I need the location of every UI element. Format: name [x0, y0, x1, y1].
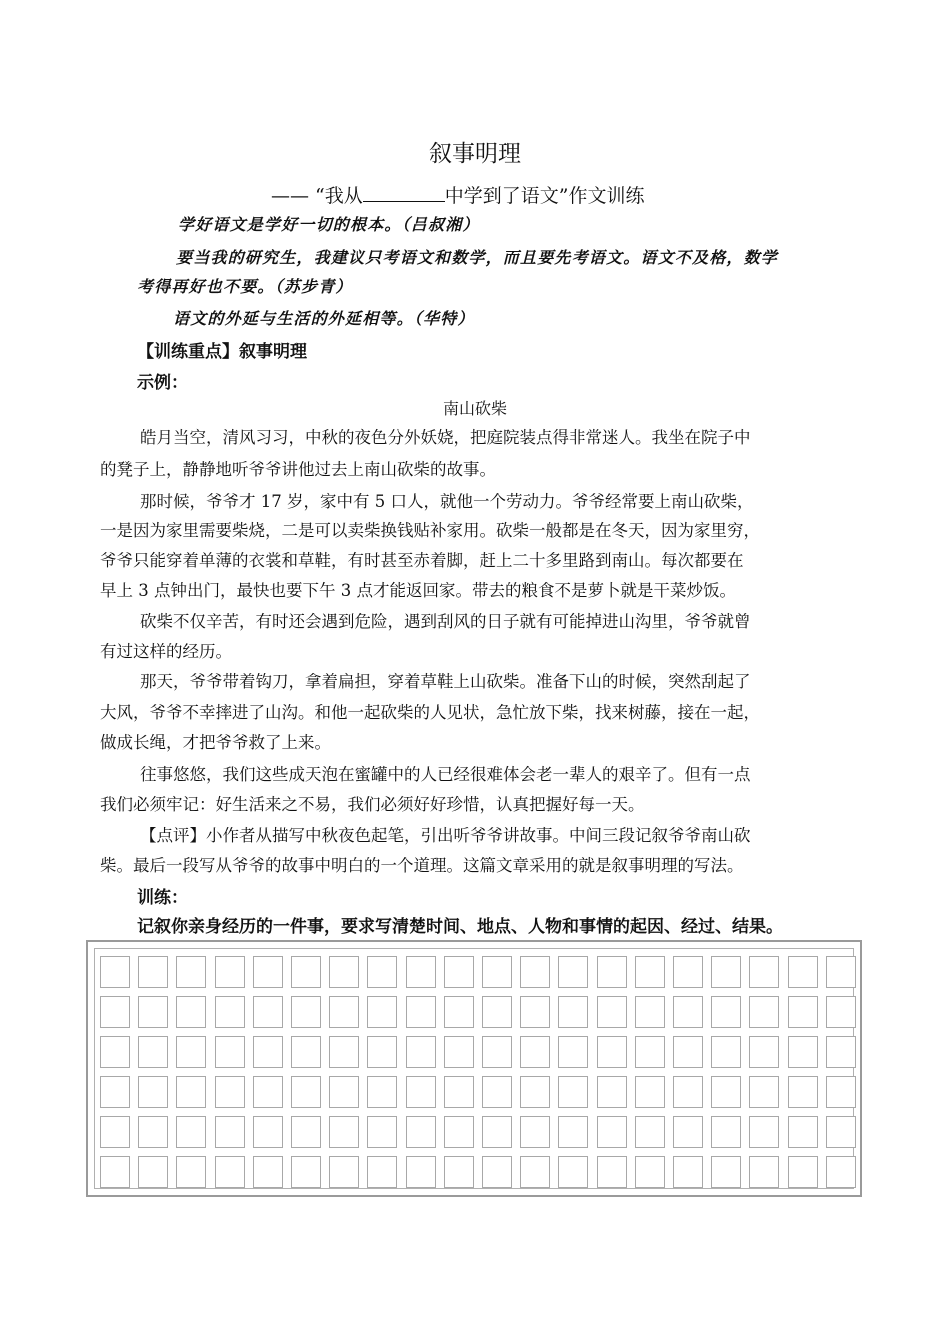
story-line: 一是因为家里需要柴烧，二是可以卖柴换钱贴补家用。砍柴一般都是在冬天，因为家里穷， — [100, 521, 760, 540]
writing-grid-cell — [291, 1076, 321, 1108]
writing-grid-cell — [329, 956, 359, 988]
writing-grid-cell — [176, 956, 206, 988]
story-line: 的凳子上，静静地听爷爷讲他过去上南山砍柴的故事。 — [100, 460, 496, 479]
writing-grid-cell — [329, 1076, 359, 1108]
writing-grid-cell — [520, 956, 550, 988]
writing-grid-cell — [635, 1156, 665, 1188]
writing-grid-cell — [597, 1116, 627, 1148]
writing-grid-cell — [176, 1036, 206, 1068]
writing-grid-cell — [558, 996, 588, 1028]
story-line: 皓月当空，清风习习，中秋的夜色分外妖娆，把庭院装点得非常迷人。我坐在院子中 — [140, 428, 751, 447]
writing-grid-cell — [138, 1156, 168, 1188]
writing-grid-cell — [520, 996, 550, 1028]
writing-grid-cell — [673, 1076, 703, 1108]
writing-grid-cell — [597, 1156, 627, 1188]
writing-grid-cell — [253, 996, 283, 1028]
writing-grid-cell — [711, 1076, 741, 1108]
writing-grid-cell — [253, 1116, 283, 1148]
writing-grid-cell — [635, 1036, 665, 1068]
writing-grid-cell — [673, 996, 703, 1028]
writing-grid-cell — [597, 1076, 627, 1108]
story-line: 那时候，爷爷才 17 岁，家中有 5 口人，就他一个劳动力。爷爷经常要上南山砍柴， — [140, 492, 754, 511]
writing-grid-cell — [100, 1156, 130, 1188]
story-line: 砍柴不仅辛苦，有时还会遇到危险，遇到刮风的日子就有可能掉进山沟里，爷爷就曾 — [140, 612, 751, 631]
writing-grid-cell — [138, 1116, 168, 1148]
writing-grid-cell — [253, 1036, 283, 1068]
quote-lv-shuxiang: 学好语文是学好一切的根本。（吕叔湘） — [178, 215, 480, 234]
quote-hua-te: 语文的外延与生活的外延相等。（华特） — [173, 309, 475, 328]
writing-grid-cell — [406, 996, 436, 1028]
writing-grid-cell — [253, 1156, 283, 1188]
writing-grid-cell — [711, 1116, 741, 1148]
writing-grid-cell — [558, 1036, 588, 1068]
story-line: 早上 3 点钟出门，最快也要下午 3 点才能返回家。带去的粮食不是萝卜就是干菜炒饭。 — [100, 581, 736, 600]
writing-grid-cell — [444, 956, 474, 988]
writing-task: 记叙你亲身经历的一件事，要求写清楚时间、地点、人物和事情的起因、经过、结果。 — [137, 917, 783, 937]
writing-grid-cell — [597, 996, 627, 1028]
writing-grid-cell — [367, 1116, 397, 1148]
writing-grid-cell — [673, 1116, 703, 1148]
writing-grid-cell — [329, 1036, 359, 1068]
writing-grid-row — [94, 1036, 850, 1070]
writing-grid-cell — [215, 1116, 245, 1148]
story-title: 南山砍柴 — [442, 399, 507, 418]
page-title: 叙事明理 — [429, 141, 521, 167]
writing-grid-cell — [635, 1076, 665, 1108]
writing-grid-cell — [749, 1076, 779, 1108]
writing-grid-cell — [788, 956, 818, 988]
writing-grid-cell — [635, 956, 665, 988]
writing-grid-cell — [826, 1116, 856, 1148]
quote-su-buqing-line1: 要当我的研究生，我建议只考语文和数学，而且要先考语文。语文不及格，数学 — [176, 248, 779, 267]
writing-grid-row — [94, 1076, 850, 1110]
writing-grid-cell — [291, 956, 321, 988]
quote-su-buqing-line2: 考得再好也不要。（苏步青） — [137, 277, 353, 296]
writing-grid-cell — [253, 956, 283, 988]
writing-grid-cell — [520, 1116, 550, 1148]
story-line: 我们必须牢记：好生活来之不易，我们必须好好珍惜，认真把握好每一天。 — [100, 795, 645, 814]
writing-grid-cell — [406, 1036, 436, 1068]
writing-grid-cell — [558, 1156, 588, 1188]
writing-grid-cell — [291, 1116, 321, 1148]
writing-grid-cell — [406, 1116, 436, 1148]
story-line: 那天，爷爷带着钩刀，拿着扁担，穿着草鞋上山砍柴。准备下山的时候，突然刮起了 — [140, 672, 751, 691]
writing-grid-cell — [711, 996, 741, 1028]
story-line: 大风，爷爷不幸摔进了山沟。和他一起砍柴的人见状，急忙放下柴，找来树藤，接在一起， — [100, 703, 760, 722]
writing-grid-cell — [215, 956, 245, 988]
writing-grid-row — [94, 996, 850, 1030]
writing-grid-cell — [711, 956, 741, 988]
writing-grid-cell — [673, 1036, 703, 1068]
writing-grid-cell — [749, 956, 779, 988]
writing-grid-cell — [482, 956, 512, 988]
writing-grid-cell — [444, 1116, 474, 1148]
writing-grid-cell — [520, 1076, 550, 1108]
writing-grid-cell — [482, 996, 512, 1028]
writing-grid-cell — [826, 1036, 856, 1068]
writing-grid-row — [94, 956, 850, 990]
writing-grid-cell — [291, 1036, 321, 1068]
writing-grid-cell — [100, 1036, 130, 1068]
writing-grid-cell — [482, 1116, 512, 1148]
writing-grid-cell — [597, 956, 627, 988]
writing-grid-cell — [367, 1156, 397, 1188]
writing-grid-cell — [635, 996, 665, 1028]
writing-grid-cell — [749, 996, 779, 1028]
writing-grid-cell — [788, 1036, 818, 1068]
writing-grid-cell — [788, 1156, 818, 1188]
writing-grid-cell — [673, 956, 703, 988]
example-label: 示例： — [137, 373, 188, 393]
writing-grid-cell — [482, 1036, 512, 1068]
writing-grid-cell — [176, 996, 206, 1028]
writing-grid-cell — [788, 996, 818, 1028]
writing-grid-cell — [215, 1076, 245, 1108]
writing-grid-cell — [138, 1076, 168, 1108]
subtitle-prefix: —— “我从 — [271, 185, 363, 207]
training-focus-heading: 【训练重点】叙事明理 — [137, 342, 307, 362]
writing-grid-cell — [100, 996, 130, 1028]
writing-grid-cell — [176, 1116, 206, 1148]
fill-in-blank — [363, 183, 445, 202]
writing-grid-cell — [558, 1116, 588, 1148]
writing-grid-cell — [291, 1156, 321, 1188]
writing-grid-cell — [215, 1156, 245, 1188]
writing-grid-cell — [215, 996, 245, 1028]
writing-grid-cell — [558, 956, 588, 988]
writing-grid-cell — [826, 1156, 856, 1188]
writing-grid-cell — [100, 956, 130, 988]
story-line: 爷爷只能穿着单薄的衣裳和草鞋，有时甚至赤着脚，赶上二十多里路到南山。每次都要在 — [100, 551, 744, 570]
writing-grid-cell — [367, 1076, 397, 1108]
writing-grid-cell — [444, 1156, 474, 1188]
writing-grid-cell — [482, 1156, 512, 1188]
writing-grid-cell — [367, 956, 397, 988]
writing-grid — [86, 940, 862, 1197]
writing-grid-cell — [329, 1116, 359, 1148]
subtitle-suffix: 中学到了语文”作文训练 — [444, 185, 645, 207]
commentary-line: 【点评】小作者从描写中秋夜色起笔，引出听爷爷讲故事。中间三段记叙爷爷南山砍 — [140, 826, 751, 845]
writing-grid-cell — [711, 1156, 741, 1188]
writing-grid-cell — [100, 1116, 130, 1148]
writing-grid-cell — [138, 996, 168, 1028]
writing-grid-cell — [749, 1036, 779, 1068]
writing-grid-cell — [406, 956, 436, 988]
writing-grid-cell — [329, 996, 359, 1028]
writing-grid-cell — [520, 1036, 550, 1068]
writing-grid-cell — [444, 1076, 474, 1108]
training-label: 训练： — [137, 888, 188, 908]
writing-grid-cell — [329, 1156, 359, 1188]
writing-grid-cell — [673, 1156, 703, 1188]
writing-grid-cell — [826, 996, 856, 1028]
commentary-line: 柴。最后一段写从爷爷的故事中明白的一个道理。这篇文章采用的就是叙事明理的写法。 — [100, 856, 744, 875]
writing-grid-cell — [444, 996, 474, 1028]
writing-grid-cell — [176, 1156, 206, 1188]
writing-grid-cell — [444, 1036, 474, 1068]
story-line: 往事悠悠，我们这些成天泡在蜜罐中的人已经很难体会老一辈人的艰辛了。但有一点 — [140, 765, 751, 784]
writing-grid-cell — [176, 1076, 206, 1108]
subtitle — [271, 181, 644, 208]
writing-grid-cell — [253, 1076, 283, 1108]
writing-grid-cell — [100, 1076, 130, 1108]
writing-grid-cell — [215, 1036, 245, 1068]
writing-grid-cell — [138, 1036, 168, 1068]
writing-grid-cell — [482, 1076, 512, 1108]
writing-grid-cell — [749, 1156, 779, 1188]
writing-grid-row — [94, 1116, 850, 1150]
writing-grid-cell — [826, 1076, 856, 1108]
writing-grid-cell — [138, 956, 168, 988]
writing-grid-cell — [597, 1036, 627, 1068]
writing-grid-cell — [711, 1036, 741, 1068]
writing-grid-cell — [749, 1116, 779, 1148]
writing-grid-cell — [406, 1156, 436, 1188]
writing-grid-cell — [291, 996, 321, 1028]
writing-grid-cell — [826, 956, 856, 988]
writing-grid-cell — [635, 1116, 665, 1148]
writing-grid-cell — [788, 1076, 818, 1108]
writing-grid-cell — [406, 1076, 436, 1108]
story-line: 做成长绳，才把爷爷救了上来。 — [100, 733, 331, 752]
writing-grid-cell — [367, 1036, 397, 1068]
writing-grid-cell — [367, 996, 397, 1028]
writing-grid-cell — [788, 1116, 818, 1148]
writing-grid-cell — [558, 1076, 588, 1108]
writing-grid-cell — [520, 1156, 550, 1188]
writing-grid-row — [94, 1156, 850, 1190]
story-line: 有过这样的经历。 — [100, 642, 232, 661]
